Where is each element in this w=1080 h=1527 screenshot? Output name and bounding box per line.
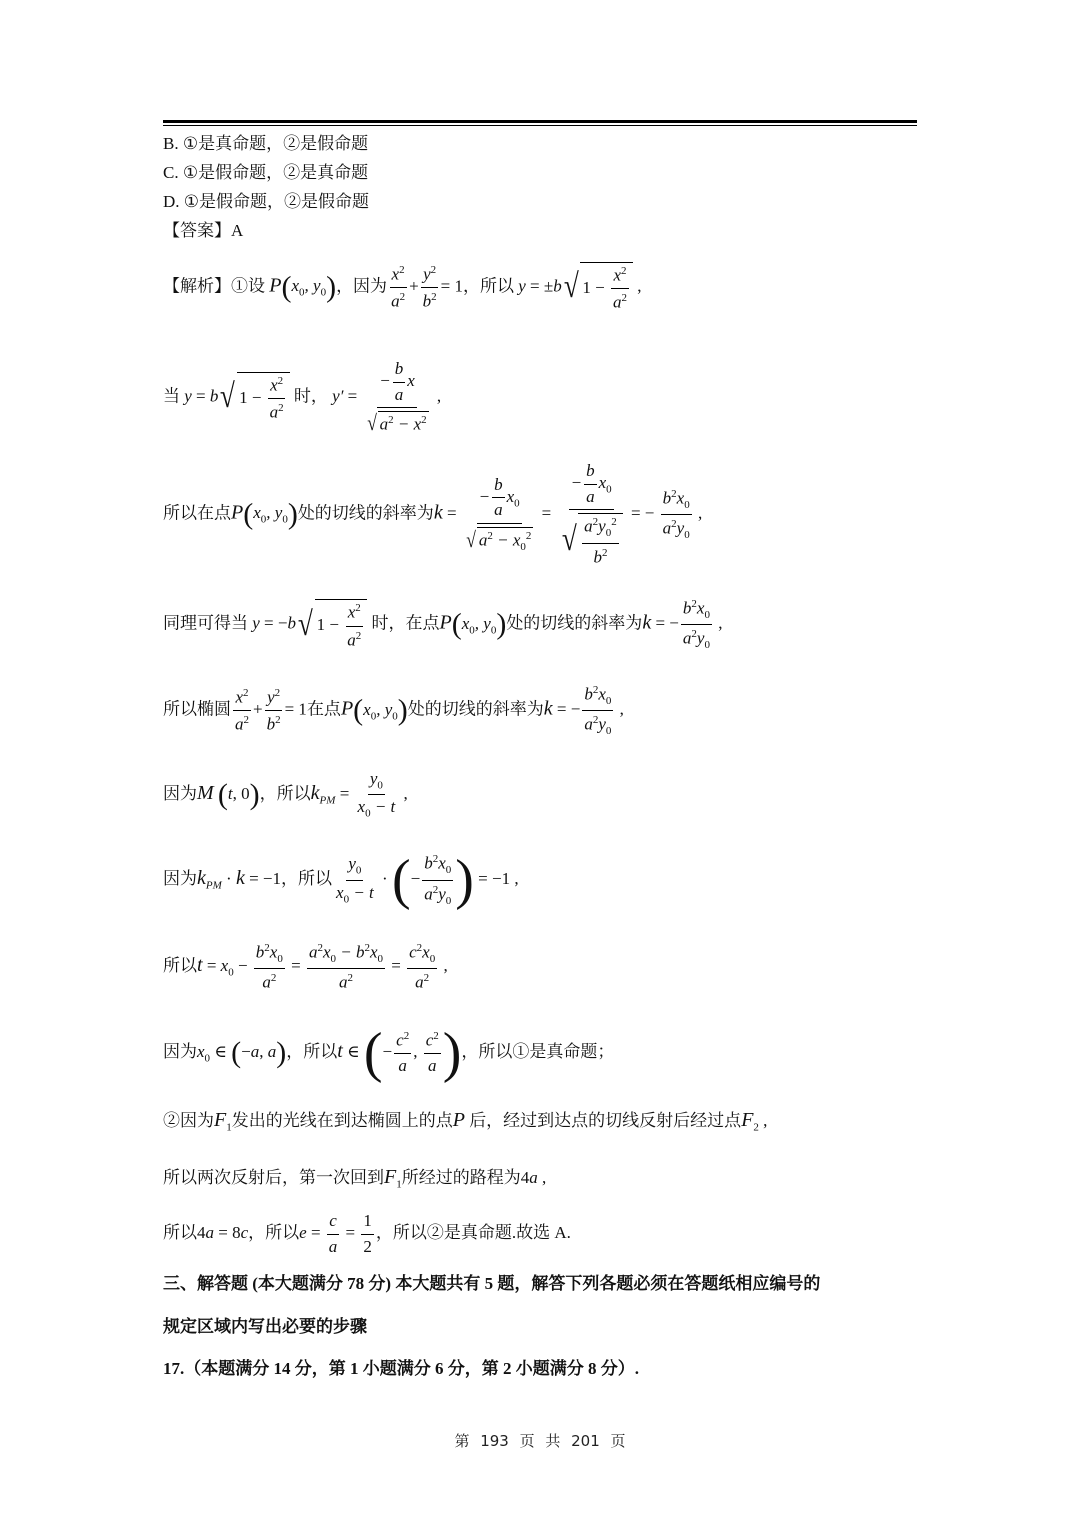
analysis-line-7: 因为$k_{PM} \cdot k = -1$，所以 $\frac{y_0}{x_0 - t}$ · (− $\frac{b^2x_0}{a^2y_0}$ ) = −1 ,: [163, 849, 519, 911]
option-b: B. ①是真命题，②是假命题: [163, 134, 369, 153]
question-17-header: 17.（本题满分 14 分，第 1 小题满分 6 分，第 2 小题满分 8 分）.: [163, 1359, 639, 1378]
analysis-line-9: 因为$x_0$ ∈ (−a, a)，所以t ∈ (− $\frac{c^2}{a}$ , $\frac{c^2}{a}$ )，所以①是真命题；: [163, 1022, 615, 1084]
analysis-line-4: 同理可得当 y = −b √ 1 − $\frac{x^2}{a^2}$ 时，在点$P(x_0$, $y_0$)处的切线的斜率为k = − $\frac{b^2x_0}{a^2y_0}$ ,: [163, 598, 723, 652]
section-heading-line1: 三、解答题 (本大题满分 78 分) 本大题共有 5 题，解答下列各题必须在答题纸相应编号的: [163, 1274, 821, 1293]
analysis-line-2: 当 y = b √ 1 − $\frac{x^2}{a^2}$ 时， y′ = − $\frac{b}{a}$ x √ $a^2 - x^2$ ,: [163, 359, 442, 436]
analysis-line-12: 所以4a = 8c，所以e = $\frac{c}{a}$ = $\frac{1}{2}$ ，所以②是真命题.故选 A.: [163, 1211, 571, 1256]
analysis-line-5: 所以椭圆 $\frac{x^2}{a^2}$ + $\frac{y^2}{b^2}$ = 1在点$P(x_0$, $y_0$)处的切线的斜率为k = − $\frac{b^2x_0}{a^2y_0}$ ,: [163, 684, 624, 738]
page-footer: 第 193 页 共 201 页: [454, 1432, 626, 1450]
header-rule-thin: [163, 125, 917, 126]
answer-line: 【答案】A: [163, 221, 244, 240]
section-heading-line2: 规定区域内写出必要的步骤: [163, 1317, 367, 1336]
analysis-line-3: 所以在点$P(x_0$, $y_0$)处的切线的斜率为k = − $\frac{b}{a}$ $x_0$ √ $a^2 - x_0^2$ = − $\frac{b}{a}$ $x_0$ √ $\frac{a^2y_0^2}{b^2}$ = − $\frac{b^2x_0}{a^2y_0}$ ,: [163, 461, 703, 567]
option-c: C. ①是假命题，②是真命题: [163, 163, 369, 182]
option-d: D. ①是假命题，②是假命题: [163, 192, 370, 211]
analysis-line-11: 所以两次反射后，第一次回到$F_1$所经过的路程为4a ,: [163, 1166, 547, 1191]
analysis-line-10: ②因为$F_1$发出的光线在到达椭圆上的点P 后，经过到达点的切线反射后经过点$F_2$ ,: [163, 1109, 768, 1134]
analysis-line-1: 【解析】①设 $P(x_0$, $y_0$)，因为 $\frac{x^2}{a^2}$ + $\frac{y^2}{b^2}$ = 1，所以 y = ±b √ 1 − $\frac{x^2}{a^2}$ ,: [163, 263, 642, 312]
analysis-line-6: 因为M (t, 0)，所以$k_{PM}$ = $\frac{y_0}{x_0 - t}$ ,: [163, 769, 408, 820]
header-rule-thick: [163, 120, 917, 123]
analysis-line-8: 所以$t = x_0$ − $\frac{b^2x_0}{a^2}$ = $\frac{a^2x_0 - b^2x_0}{a^2}$ = $\frac{c^2x_0}{a^2}$ ,: [163, 942, 448, 992]
